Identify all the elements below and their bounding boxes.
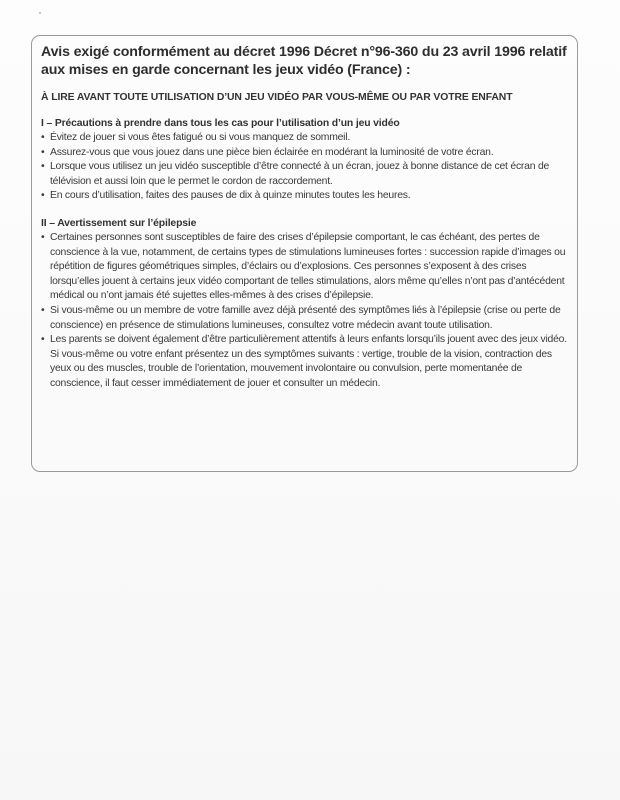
- bullet-icon: •: [41, 190, 45, 202]
- list-item-text: Assurez-vous que vous jouez dans une pièce bien éclairée en modérant la luminosité de votre écran.: [50, 146, 494, 158]
- list-item-text: Évitez de jouer si vous êtes fatigué ou si vous manquez de sommeil.: [50, 132, 351, 143]
- list-item: [41, 131, 567, 146]
- bullet-icon: •: [41, 334, 45, 346]
- list-item: [41, 189, 567, 204]
- section-epilepsy: [41, 217, 567, 392]
- list-item: [41, 146, 567, 161]
- precautions-list: [41, 131, 567, 204]
- bullet-icon: •: [41, 304, 45, 316]
- list-item: [41, 231, 567, 304]
- bullet-icon: •: [41, 161, 45, 173]
- bullet-icon: •: [41, 231, 45, 243]
- list-item-text: Certaines personnes sont susceptibles de faire des crises d’épilepsie comportant, le cas échéant, des pertes de conscience à la vue, notamment, de certains types de stimulations lumineuses fortes : succession rapide d’images ou répétition de figures géométriques simples, d’éclairs ou d’explosions. Ces personnes s’exposent à des crises lorsqu’elles jouent à certains jeux vidéo comportant de telles stimulations, alors même qu’elles n’ont pas d’antécédent médical ou n’ont jamais été sujettes elles-mêmes à des crises d’épilepsie.: [50, 231, 566, 302]
- list-item: [41, 304, 567, 333]
- list-item-text: Les parents se doivent également d’être particulièrement attentifs à leurs enfants lorsqu’ils jouent avec des jeux vidéo. Si vous-même ou votre enfant présentez un des symptômes suivants : vertige, trouble de la vision, contraction des yeux ou des muscles, trouble de l’orientation, mouvement involontaire ou convulsion, perte momentanée de conscience, il faut cesser immédiatement de jouer et consulter un médecin.: [50, 334, 567, 389]
- epilepsy-list: [41, 231, 567, 392]
- list-item-text: En cours d’utilisation, faites des pauses de dix à quinze minutes toutes les heures.: [50, 190, 411, 202]
- section-precautions: [41, 117, 567, 204]
- notice-title: Avis exigé conformément au décret 1996 Décret n°96-360 du 23 avril 1996 relatif aux mises en garde concernant les jeux vidéo (France) :: [41, 44, 567, 78]
- list-item: [41, 160, 567, 189]
- list-item-text: Lorsque vous utilisez un jeu vidéo susceptible d’être connecté à un écran, jouez à bonne distance de cet écran de télévision et aussi loin que le permet le cordon de raccordement.: [50, 161, 550, 187]
- section-heading-epilepsy: II – Avertissement sur l’épilepsie: [41, 217, 197, 229]
- warning-notice-box: [31, 35, 578, 472]
- list-item-text: Si vous-même ou un membre de votre famille avez déjà présenté des symptômes liés à l’épilepsie (crise ou perte de conscience) en présence de stimulations lumineuses, consultez votre médecin avant toute utilisation.: [50, 304, 561, 331]
- section-heading-precautions: I – Précautions à prendre dans tous les cas pour l’utilisation d’un jeu vidéo: [41, 118, 400, 129]
- bullet-icon: •: [41, 146, 45, 158]
- bullet-icon: •: [41, 132, 45, 143]
- notice-subtitle: À LIRE AVANT TOUTE UTILISATION D’UN JEU VIDÉO PAR VOUS-MÊME OU PAR VOTRE ENFANT: [41, 92, 513, 103]
- paper-speck: [39, 12, 41, 14]
- list-item: [41, 333, 567, 391]
